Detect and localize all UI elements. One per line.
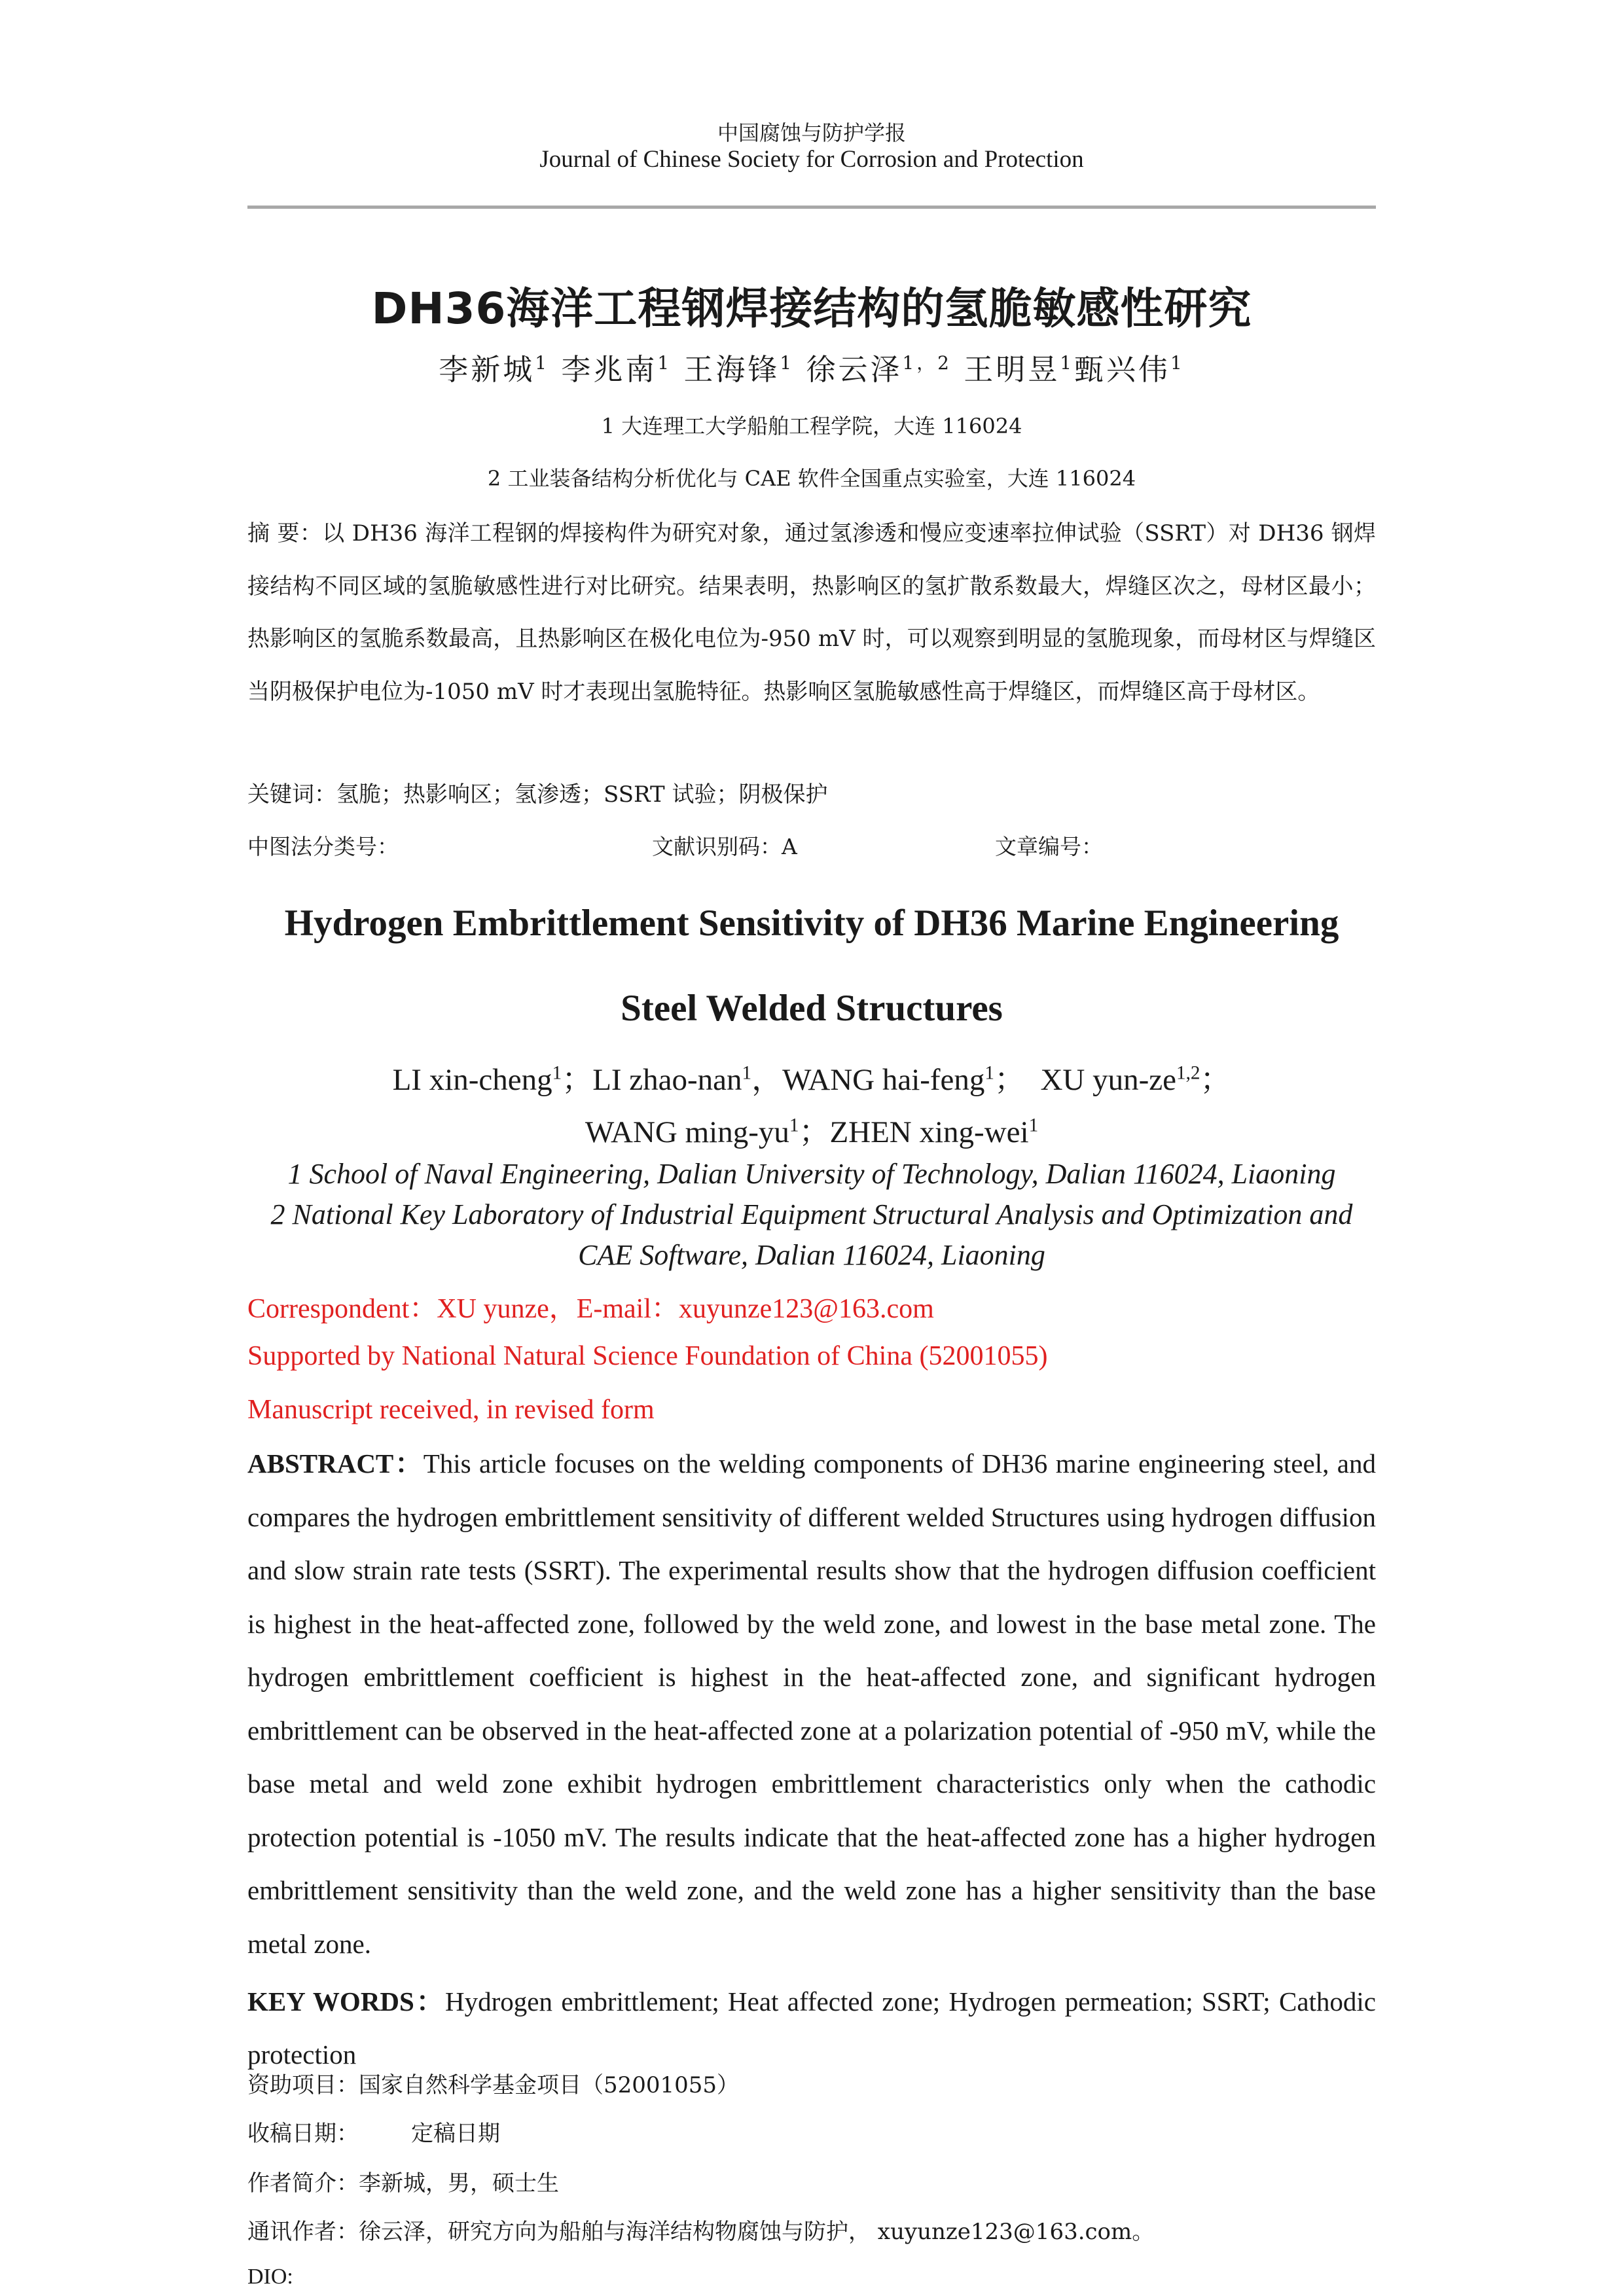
abstract-en-text: This article focuses on the welding components of DH36 marine engineering steel, and compares the hydrogen embrittlement sensitivity of different welded Structures using hydrogen diffusion and slow strain rate tests (SSRT). The experimental results show that the hydrogen diffusion coefficient is highest in the heat-affected zone, followed by the weld zone, and lowest in the base metal zone. The hydrogen embrittlement coefficient is highest in the heat-affected zone, and significant hydrogen embrittlement can be observed in the heat-affected zone at a polarization potential of -950 mV, while the base metal and weld zone exhibit hydrogen embrittlement characteristics only when the cathodic protection potential is -1050 mV. The results indicate that the heat-affected zone has a higher hydrogen embrittlement sensitivity than the weld zone, and the weld zone has a higher sensitivity than the base metal zone.	[247, 1448, 1376, 1959]
correspondent-en: Correspondent：XU yunze，E-mail：xuyunze123@163.com	[247, 1294, 934, 1324]
author-en: WANG hai-feng$^1$；	[782, 1062, 1041, 1097]
author-cn: 王海锋$^1$	[683, 352, 795, 387]
author-cn: 徐云泽$^{1,2}$	[806, 352, 952, 387]
author-en: XU yun-ze$^{1,2}$；	[1040, 1062, 1231, 1097]
author-cn: 李兆南$^1$	[561, 352, 672, 387]
abstract-en	[247, 1437, 1376, 1971]
author-en: LI zhao-nan$^1$，	[592, 1062, 783, 1097]
affiliation-en-2-continued: CAE Software, Dalian 116024, Liaoning	[578, 1239, 1045, 1271]
title-cn: DH36海洋工程钢焊接结构的氢脆敏感性研究	[371, 283, 1252, 334]
abstract-en-label: ABSTRACT：	[247, 1448, 424, 1479]
authors-en-line-1	[247, 1055, 1376, 1099]
affiliation-en-2: 2 National Key Laboratory of Industrial Equipment Structural Analysis and Optimization and	[270, 1198, 1353, 1230]
footnote-dates	[247, 2115, 500, 2147]
clc-number: 中图法分类号：	[247, 834, 399, 859]
keywords-en-label: KEY WORDS：	[247, 1986, 446, 2017]
received-date: 收稿日期：	[247, 2121, 359, 2147]
abstract-cn-label: 摘 要：	[247, 520, 323, 547]
title-en-line-1: Hydrogen Embrittlement Sensitivity of DH36 Marine Engineering	[284, 903, 1339, 944]
authors-en-line-2	[247, 1107, 1376, 1151]
abstract-cn	[247, 507, 1376, 718]
author-cn: 甄兴伟$^1$	[1074, 352, 1185, 387]
keywords-cn: 关键词：氢脆；热影响区；氢渗透；SSRT 试验；阴极保护	[247, 781, 828, 808]
document-code: 文献识别码：A	[652, 834, 797, 859]
affiliation-cn-2: 2 工业装备结构分析优化与 CAE 软件全国重点实验室，大连 116024	[487, 466, 1136, 491]
footnote-corresponding: 通讯作者：徐云泽，研究方向为船舶与海洋结构物腐蚀与防护， xuyunze123@163.com。	[247, 2219, 1155, 2245]
article-number: 文章编号：	[995, 834, 1103, 859]
author-en: LI xin-cheng$^1$；	[392, 1062, 593, 1097]
header-rule	[247, 206, 1376, 209]
footnote-fund: 资助项目：国家自然科学基金项目（52001055）	[247, 2072, 740, 2098]
author-cn: 王明昱$^1$	[964, 352, 1074, 387]
authors-cn	[247, 346, 1376, 388]
affiliation-en-1: 1 School of Naval Engineering, Dalian University of Technology, Dalian 116024, Liaoning	[287, 1158, 1336, 1190]
footnote-author-bio: 作者简介：李新城，男，硕士生	[247, 2170, 559, 2197]
journal-name-en: Journal of Chinese Society for Corrosion and Protection	[539, 146, 1084, 173]
abstract-cn-text: 以 DH36 海洋工程钢的焊接构件为研究对象，通过氢渗透和慢应变速率拉伸试验（SSRT）对 DH36 钢焊接结构不同区域的氢脆敏感性进行对比研究。结果表明，热影响区的氢扩散系数最大，焊缝区次之，母材区最小；热影响区的氢脆系数最高，且热影响区在极化电位为-950 mV 时，可以观察到明显的氢脆现象，而母材区与焊缝区当阴极保护电位为-1050 mV 时才表现出氢脆特征。热影响区氢脆敏感性高于焊缝区，而焊缝区高于母材区。	[247, 520, 1376, 705]
keywords-en	[247, 1975, 1376, 2081]
keywords-en-text: Hydrogen embrittlement; Heat affected zone; Hydrogen permeation; SSRT; Cathodic protection	[247, 1986, 1376, 2070]
journal-name-cn: 中国腐蚀与防护学报	[717, 120, 906, 145]
affiliation-cn-1: 1 大连理工大学船舶工程学院，大连 116024	[601, 414, 1022, 439]
title-en-line-2: Steel Welded Structures	[621, 988, 1003, 1029]
manuscript-received: Manuscript received, in revised form	[247, 1395, 655, 1425]
author-cn: 李新城$^1$	[439, 352, 550, 387]
finalized-date: 定稿日期	[411, 2121, 500, 2147]
funding-en: Supported by National Natural Science Foundation of China (52001055)	[247, 1341, 1048, 1371]
footnote-dio: DIO:	[247, 2265, 293, 2289]
author-en: ZHEN xing-wei$^1$	[829, 1115, 1039, 1149]
author-en: WANG ming-$yu^1$；	[585, 1115, 830, 1149]
